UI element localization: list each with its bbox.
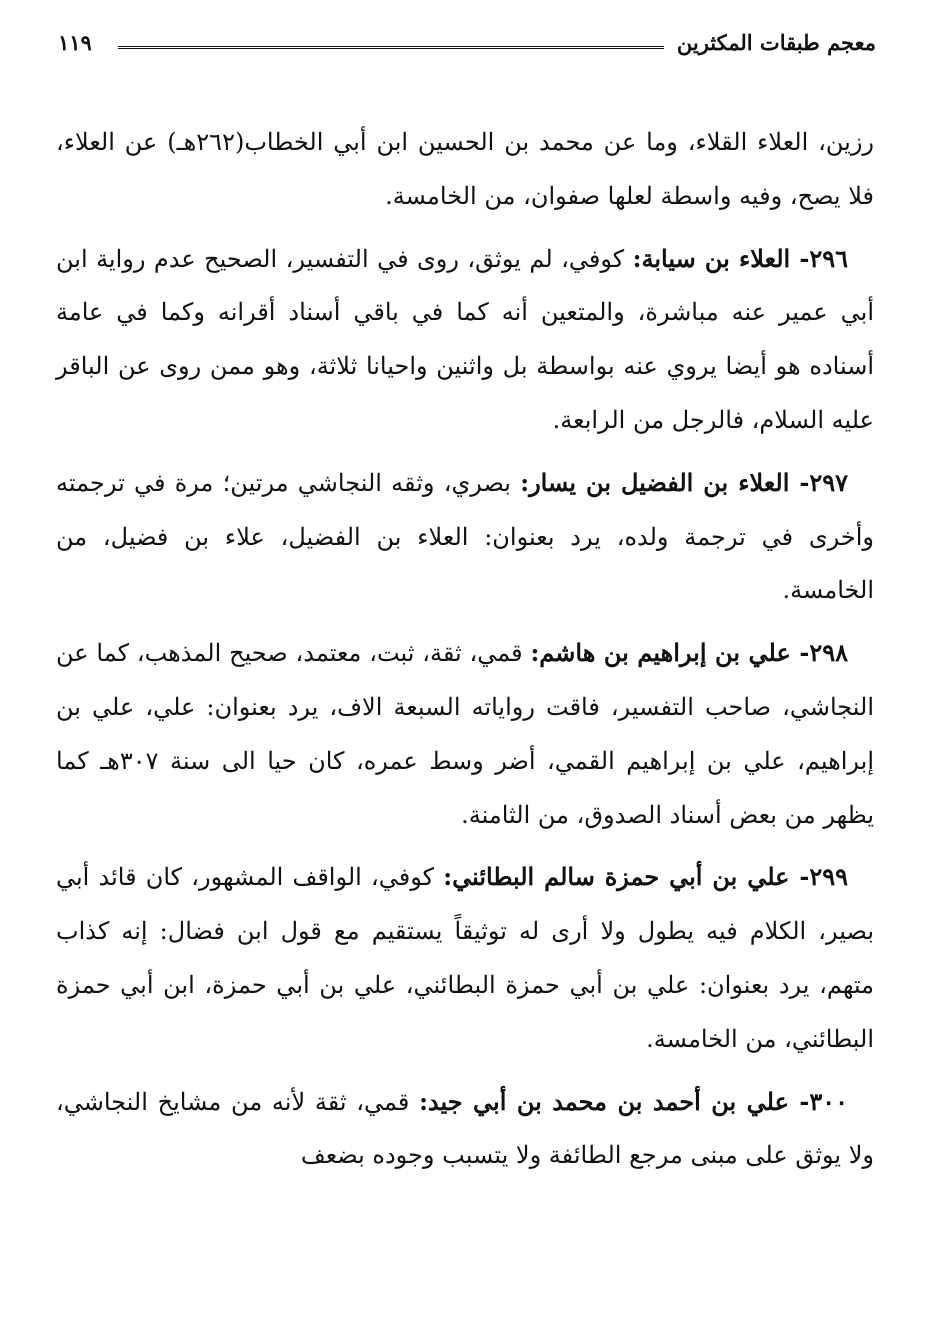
entry-text: كوفي، لم يوثق، روى في التفسير، الصحيح عدم رواية ابن أبي عمير عنه مباشرة، والمتعين أنه كما في باقي أسناد أقرانه وكما في عامة أسناده هو أيضا يروي عنه بواسطة بل واثنين واحيانا ثلاثة، وهو ممن روى عن الباقر عليه السلام، فالرجل من الرابعة. [56,244,875,434]
entry-heading: ٢٩٧- العلاء بن الفضيل بن يسار: [520,467,848,497]
paragraph-text: رزين، العلاء القلاء، وما عن محمد بن الحسين ابن أبي الخطاب(٢٦٢هـ) عن العلاء، فلا يصح، وفيه واسطة لعلها صفوان، من الخامسة. [56,128,874,210]
paragraph-continuation [56,116,874,224]
entry-300 [56,1075,874,1184]
page-number: ١١٩ [58,30,92,55]
header-rule [118,46,664,51]
entry-298 [56,626,874,842]
entry-text: كوفي، الواقف المشهور، كان قائد أبي بصير، الكلام فيه يطول ولا أرى له توثيقاً يستقيم مع قول ابن فضال: إنه كذاب متهم، يرد بعنوان: علي بن أبي حمزة البطائني، علي بن أبي حمزة، ابن أبي حمزة البطائني، من الخامسة. [56,863,874,1053]
entry-heading: ٣٠٠- علي بن أحمد بن محمد بن أبي جيد: [419,1086,849,1116]
entry-text: قمي، ثقة لأنه من مشايخ النجاشي، ولا يوثق على مبنى مرجع الطائفة ولا يتسبب وجوده بضعف [56,1087,874,1170]
body-text [56,116,874,1191]
entry-299 [56,850,874,1066]
entry-297 [56,456,874,618]
entry-296 [56,232,874,448]
entry-heading: ٢٩٦- العلاء بن سيابة: [632,243,848,273]
entry-text: بصري، وثقه النجاشي مرتين؛ مرة في ترجمته وأخرى في ترجمة ولده، يرد بعنوان: العلاء بن الفضيل، علاء بن فضيل، من الخامسة. [56,468,874,605]
entry-heading: ٢٩٨- علي بن إبراهيم بن هاشم: [530,638,848,668]
running-header [58,30,876,66]
entry-text: قمي، ثقة، ثبت، معتمد، صحيح المذهب، كما عن النجاشي، صاحب التفسير، فاقت رواياته السبعة الاف، يرد بعنوان: علي، علي بن إبراهيم، علي بن إبراهيم القمي، أضر وسط عمره، كان حيا الى سنة ٣٠٧هـ كما يظهر من بعض أسناد الصدوق، من الثامنة. [56,639,874,829]
entry-heading: ٢٩٩- علي بن أبي حمزة سالم البطائني: [443,862,848,892]
running-header-title: معجم طبقات المكثرين [676,30,876,55]
